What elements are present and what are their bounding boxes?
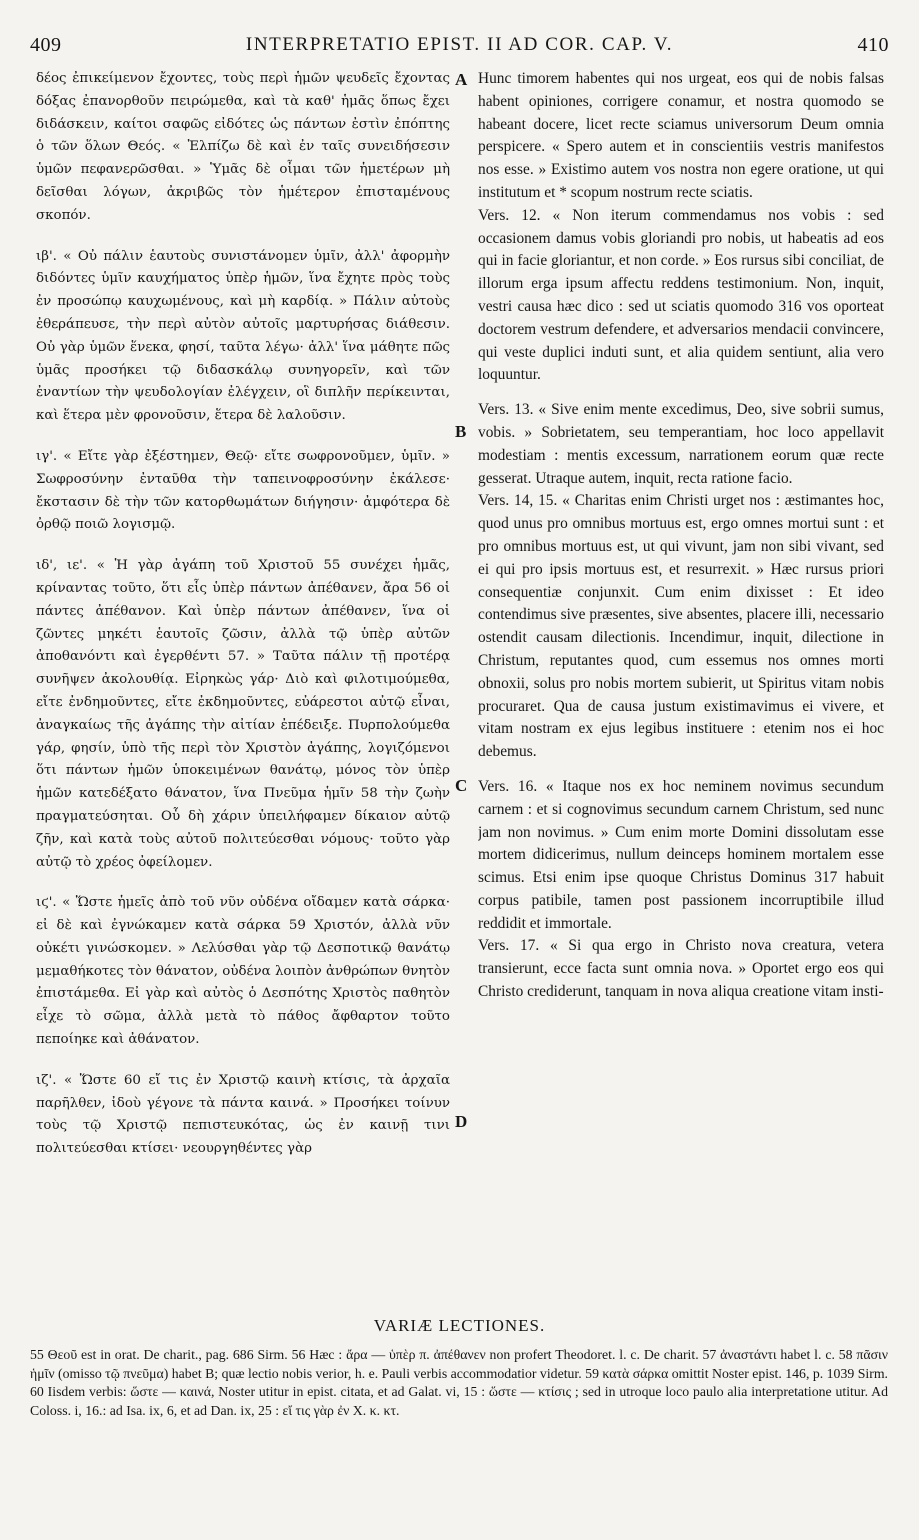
margin-marker-a: A	[455, 70, 468, 89]
latin-paragraph: Vers. 17. « Si qua ergo in Christo nova creatura, vetera transierunt, ecce facta sunt omnia nova. » Oportet ergo eos qui Christo crediderunt, tanquam in nova aliqua creatione vitam insti-	[478, 937, 884, 1001]
page-number-right: 410	[857, 33, 889, 56]
variae-lectiones-heading: VARIÆ LECTIONES.	[373, 1316, 546, 1335]
footnote-text: 55 Θεοῦ est in orat. De charit., pag. 686 Sirm. 56 Hæc : ἄρα — ὑπὲρ π. ἀπέθανεν non profert Theodoret. l. c. De charit. 57 ἀναστάντι habet l. c. 58 πᾶσιν ἡμῖν (omisso τῷ πνεῦμα) habet B; quæ lectio nobis verior, h. e. Pauli verbis accommodatior videtur. 59 κατὰ σάρκα omittit Noster epist. 146, p. 1039 Sirm. 60 Iisdem verbis: ὥστε — καινά, Noster utitur in epist. citata, et ad Galat. vi, 15 : ὥστε — κτίσις ; sed in utroque loco paulo alia interpretatione utitur. Ad Coloss. i, 16.: ad Isa. ix, 6, et ad Dan. ix, 25 : εἴ τις γὰρ ἐν Χ. κ. κτ.	[30, 1347, 888, 1418]
latin-paragraph: Hunc timorem habentes qui nos urgeat, eos qui de nobis falsas habent opiniones, corrigere conamur, et nostra quomodo se habeant docere, licet recte sciamus universorum Deum omnia perspicere. « Spero autem et in conscientiis vestris manifestos nos esse. » Existimo autem vos nostra non egere oratione, ut qui institutum et * scopum nostrum recte sciatis.	[478, 70, 884, 201]
margin-marker-c: C	[455, 776, 468, 795]
margin-marker-d: D	[455, 1112, 468, 1131]
greek-paragraph: ιβ'. « Οὐ πάλιν ἑαυτοὺς συνιστάνομεν ὑμῖν, ἀλλ' ἀφορμὴν διδόντες ὑμῖν καυχήματος ὑπὲρ ἡμῶν, ἵνα ἔχητε πρὸς τοὺς ἐν προσώπῳ καυχωμένους, καὶ μὴ καρδίᾳ. » Πάλιν αὐτοὺς ἐθεράπευσε, τὴν περὶ αὐτὸν αὐτοῖς μαρτυρήσας διάθεσιν. Οὐ γὰρ ὑμῶν ἕνεκα, φησί, ταῦτα λέγω· ἀλλ' ἵνα μάθητε πῶς ὑμᾶς προσήκει τῷ διδασκάλῳ συνηγορεῖν, καὶ τῶν ἐναντίων τὴν ψευδολογίαν ἐλέγχειν, οἳ διπλῆν περίκεινται, καὶ ἕτερα μὲν φρονοῦσιν, ἕτερα δὲ λαλοῦσιν.	[36, 248, 450, 424]
latin-paragraph: Vers. 14, 15. « Charitas enim Christi urget nos : æstimantes hoc, quod unus pro omnibus mortuus est, ergo omnes mortui sunt : et pro omnibus mortuus est, ut qui vivunt, jam non sibi vivant, sed ei qui pro ipsis mortuus est, et resurrexit. » Hæc rursus priori consequentiæ conjunxit. Cum enim dixisset : Et ideo contendimus sive præsentes, sive absentes, placere illi, necessario ostendit causam dilectionis. Incendimur, inquit, dilectione in Christum, reputantes quod, cum essemus nos omnes morti obnoxii, solus pro nobis mortem subierit, ut Spiritus vitam nobis procuraret. Qua de causa justum existimavimus ei vivere, et vitam nostram ex ejus legibus instituere : etenim nos ei hoc debemus.	[478, 492, 884, 761]
greek-paragraph: δέος ἐπικείμενον ἔχοντες, τοὺς περὶ ἡμῶν ψευδεῖς ἔχοντας δόξας ἐπανορθοῦν πειρώμεθα, καὶ τὰ καθ' ἡμᾶς ὅπως ἔχει διδάσκειν, καίτοι σαφῶς εἰδότες ὡς πάντων ἐστὶν ἐπόπτης ὁ τῶν ὅλων Θεός. « Ἐλπίζω δὲ καὶ ἐν ταῖς συνειδήσεσιν ὑμῶν πεφανερῶσθαι. » Ὑμᾶς δὲ οἶμαι τῶν ἡμετέρων μὴ δεῖσθαι λόγων, ἀκριβῶς τὸν ἡμέτερον ἐπισταμένους σκοπόν.	[36, 71, 450, 223]
variae-lectiones-notes	[30, 1346, 888, 1466]
greek-paragraph: ιζ'. « Ὥστε 60 εἴ τις ἐν Χριστῷ καινὴ κτίσις, τὰ ἀρχαῖα παρῆλθεν, ἰδοὺ γέγονε τὰ πάντα καινά. » Προσήκει τοίνυν τοὺς τῷ Χριστῷ πεπιστευκότας, ὡς ἐν καινῇ τινι πολιτεύεσθαι κτίσει· νεουργηθέντες γὰρ	[36, 1072, 450, 1157]
latin-column	[478, 68, 884, 1300]
greek-paragraph: ιδ', ιε'. « Ἡ γὰρ ἀγάπη τοῦ Χριστοῦ 55 συνέχει ἡμᾶς, κρίναντας τοῦτο, ὅτι εἷς ὑπὲρ πάντων ἀπέθανεν, ἄρα 56 οἱ πάντες ἀπέθανον. Καὶ ὑπὲρ πάντων ἀπέθανεν, ἵνα οἱ ζῶντες μηκέτι ἑαυτοῖς ζῶσιν, ἀλλὰ τῷ ὑπὲρ αὐτῶν ἀποθανόντι καὶ ἐγερθέντι 57. » Ταῦτα πάλιν τῇ προτέρᾳ συνῆψεν ἀκολουθίᾳ. Εἰρηκὼς γάρ· Διὸ καὶ φιλοτιμούμεθα, εἴτε ἐνδημοῦντες, εἴτε ἐκδημοῦντες, εὐάρεστοι αὐτῷ εἶναι, ἀναγκαίως τῆς ἀγάπης τὴν αἰτίαν ἐπέδειξε. Πυρπολούμεθα γάρ, φησίν, ὑπὸ τῆς περὶ τὸν Χριστὸν ἀγάπης, λογιζόμενοι ὅτι πάντων ἡμῶν ὑποκειμένων θανάτῳ, μόνος τὸν ὑπὲρ ἡμῶν κατεδέξατο θάνατον, ἵνα Πνεῦμα ἡμῖν 58 τὴν ζωὴν πραγματεύσηται. Οὗ δὴ χάριν ὑπειλήφαμεν δίκαιον αὐτῷ ζῆν, καὶ κατὰ τοὺς αὐτοῦ πολιτεύεσθαι νόμους· τοῦτο γὰρ αὐτῷ τὸ χρέος ὀφείλομεν.	[36, 558, 450, 870]
running-header	[30, 30, 889, 60]
latin-paragraph: Vers. 13. « Sive enim mente excedimus, Deo, sive sobrii sumus, vobis. » Sobrietatem, seu temperantiam, hoc loco appellavit modestiam : mentis excessum, narrationem eorum quæ recte gesserat. Utraque autem, inquit, recta ratione facio.	[478, 401, 884, 487]
running-title: INTERPRETATIO EPIST. II AD COR. CAP. V.	[245, 34, 674, 55]
page-number-left: 409	[30, 33, 62, 56]
latin-paragraph: Vers. 12. « Non iterum commendamus nos vobis : sed occasionem damus vobis gloriandi pro nobis, ut habeatis ad eos qui in facie gloriantur, et non corde. » Eos rursus sibi conciliat, de illorum erga ipsum affectu reddens testimonium. Non, inquit, vestri causa hæc dico : sed ut sciatis quomodo 316 vos oporteat doctorem vestrum defendere, et adversarios mendacii convincere, qui veste duplici induti sunt, et alia quidem sentiunt, alia vero loquuntur.	[478, 206, 884, 384]
greek-column	[36, 68, 450, 1300]
latin-paragraph: Vers. 16. « Itaque nos ex hoc neminem novimus secundum carnem : et si cognovimus secundum carnem Christum, sed nunc jam non novimus. » Cum enim morte Domini dissolutam esse mortem didicerimus, nullum deinceps hominem mortalem esse scimus. Etsi enim ipse quoque Christus Dominus 317 habuit corpus patibile, tamen post passionem incorruptibile illud reddidit et immortale.	[478, 777, 884, 932]
margin-marker-b: B	[455, 422, 467, 441]
greek-paragraph: ιϛ'. « Ὥστε ἡμεῖς ἀπὸ τοῦ νῦν οὐδένα οἴδαμεν κατὰ σάρκα· εἰ δὲ καὶ ἐγνώκαμεν κατὰ σάρκα 59 Χριστόν, ἀλλὰ νῦν οὐκέτι γινώσκομεν. » Λελύσθαι γὰρ τῷ Δεσποτικῷ θανάτῳ μεμαθήκοτες τὸν θάνατον, οὐδένα λοιπὸν ἀνθρώπων θνητὸν ἐπιστάμεθα. Εἰ γὰρ καὶ αὐτὸς ὁ Δεσπότης Χριστὸς παθητὸν εἶχε τὸ σῶμα, ἀλλὰ μετὰ τὸ πάθος ἄφθαρτον τοῦτο πεποίηκε καὶ ἀθάνατον.	[36, 895, 450, 1048]
greek-paragraph: ιγ'. « Εἴτε γὰρ ἐξέστημεν, Θεῷ· εἴτε σωφρονοῦμεν, ὑμῖν. » Σωφροσύνην ἐνταῦθα τὴν ταπεινοφροσύνην ἐκάλεσε· ἔκστασιν δὲ τὴν τῶν κατορθωμάτων διήγησιν· ἀμφότερα δὲ ὀρθῷ ποιῶ λογισμῷ.	[36, 448, 450, 533]
